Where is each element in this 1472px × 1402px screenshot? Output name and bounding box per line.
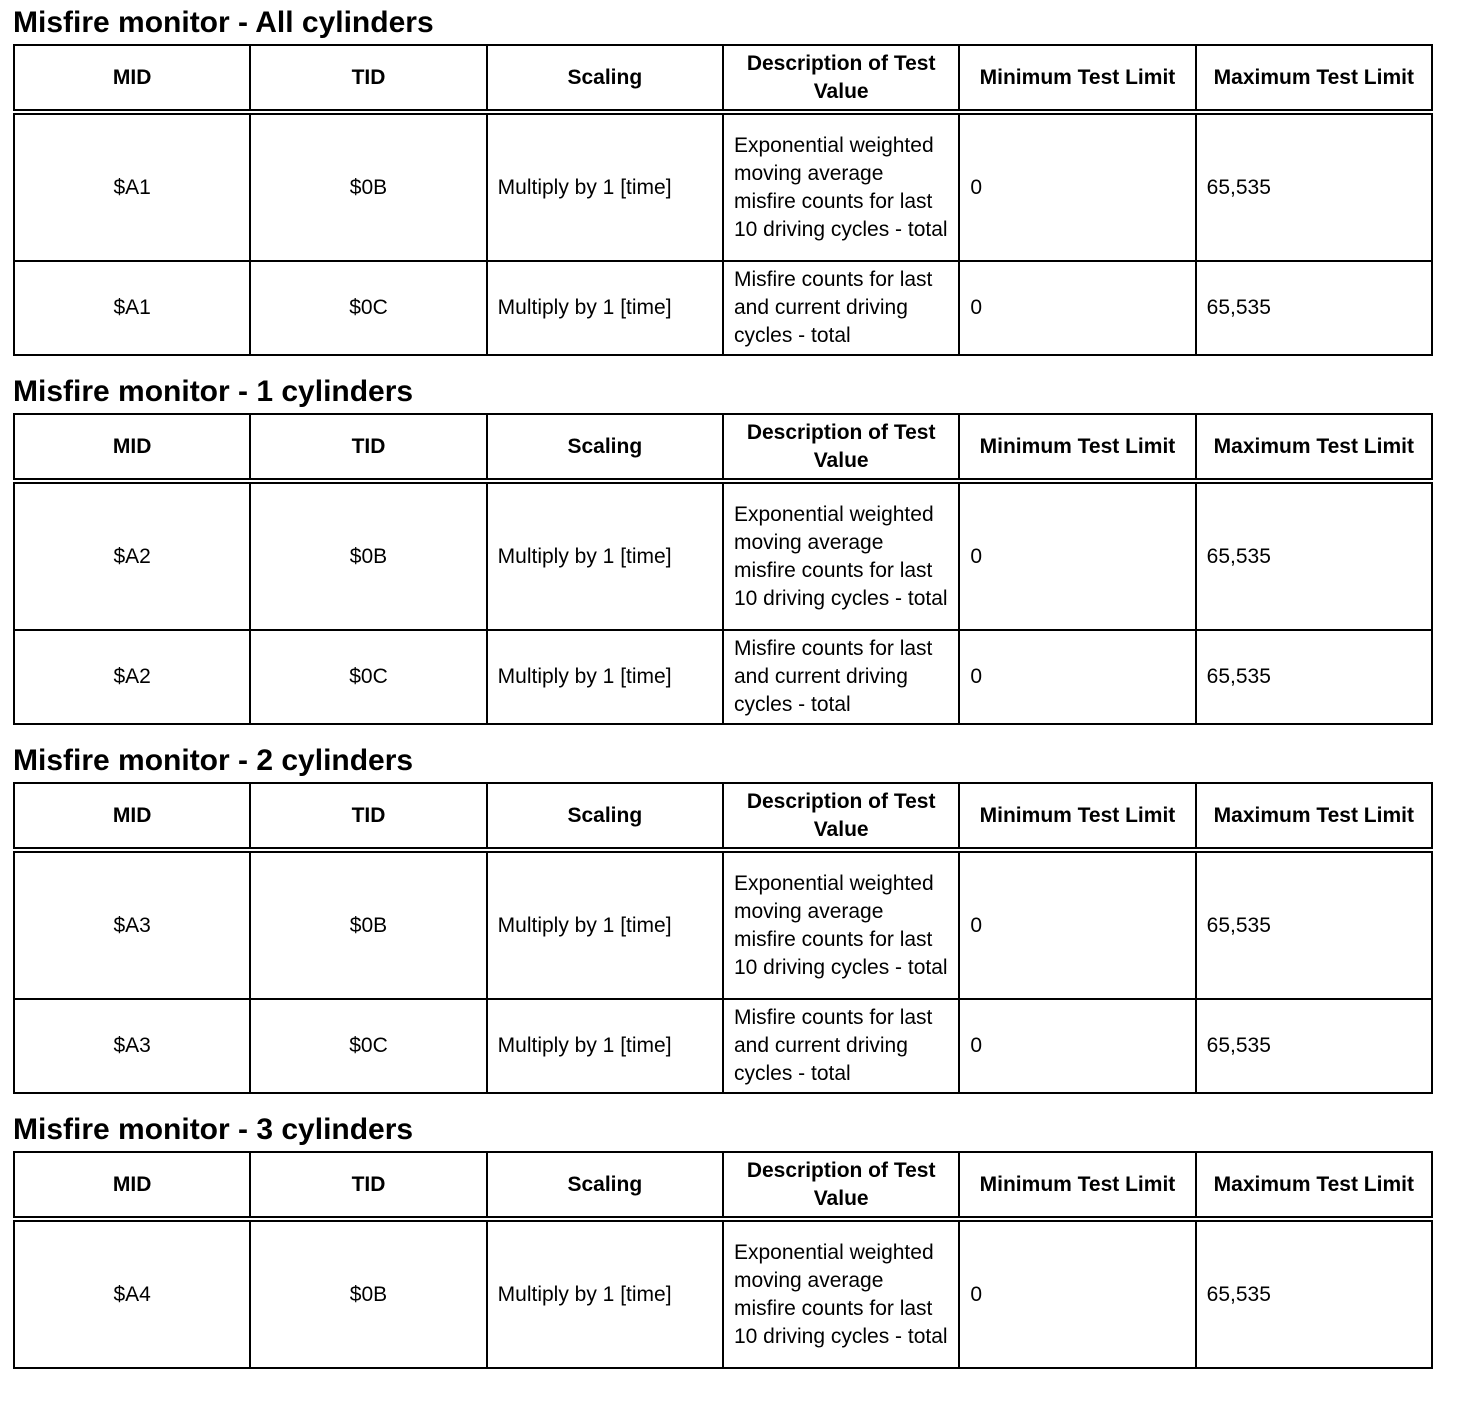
monitor-section-all-cylinders — [13, 4, 1431, 356]
header-mid: MID — [14, 45, 250, 112]
tid-cell: $0C — [250, 999, 486, 1093]
header-min-limit: Minimum Test Limit — [959, 1152, 1195, 1219]
max-limit-cell: 65,535 — [1196, 630, 1432, 724]
tid-cell: $0B — [250, 1219, 486, 1368]
min-limit-cell: 0 — [959, 112, 1195, 261]
monitor-table — [13, 1151, 1433, 1369]
header-description: Description of Test Value — [723, 45, 959, 112]
min-limit-cell: 0 — [959, 850, 1195, 999]
tid-cell: $0C — [250, 261, 486, 355]
table-header-row — [14, 783, 1432, 850]
header-description: Description of Test Value — [723, 1152, 959, 1219]
header-min-limit: Minimum Test Limit — [959, 783, 1195, 850]
description-cell: Exponential weighted moving average misfire counts for last 10 driving cycles - total — [723, 481, 959, 630]
description-cell: Exponential weighted moving average misfire counts for last 10 driving cycles - total — [723, 112, 959, 261]
min-limit-cell: 0 — [959, 261, 1195, 355]
tid-cell: $0C — [250, 630, 486, 724]
monitor-section-2-cylinders — [13, 742, 1431, 1094]
max-limit-cell: 65,535 — [1196, 850, 1432, 999]
table-row — [14, 1219, 1432, 1368]
max-limit-cell: 65,535 — [1196, 481, 1432, 630]
table-row — [14, 999, 1432, 1093]
tid-cell: $0B — [250, 850, 486, 999]
scaling-cell: Multiply by 1 [time] — [487, 850, 723, 999]
header-mid: MID — [14, 1152, 250, 1219]
header-tid: TID — [250, 45, 486, 112]
tid-cell: $0B — [250, 112, 486, 261]
min-limit-cell: 0 — [959, 1219, 1195, 1368]
monitor-table — [13, 413, 1433, 725]
scaling-cell: Multiply by 1 [time] — [487, 999, 723, 1093]
header-description: Description of Test Value — [723, 783, 959, 850]
header-tid: TID — [250, 414, 486, 481]
table-row — [14, 481, 1432, 630]
table-header-row — [14, 1152, 1432, 1219]
header-min-limit: Minimum Test Limit — [959, 414, 1195, 481]
section-title: Misfire monitor - 2 cylinders — [13, 744, 414, 777]
mid-cell: $A3 — [14, 850, 250, 999]
section-title: Misfire monitor - 1 cylinders — [13, 375, 414, 408]
description-cell: Exponential weighted moving average misfire counts for last 10 driving cycles - total — [723, 850, 959, 999]
min-limit-cell: 0 — [959, 999, 1195, 1093]
table-row — [14, 261, 1432, 355]
section-title: Misfire monitor - 3 cylinders — [13, 1113, 414, 1146]
monitor-section-3-cylinders — [13, 1111, 1431, 1369]
max-limit-cell: 65,535 — [1196, 261, 1432, 355]
header-tid: TID — [250, 1152, 486, 1219]
mid-cell: $A2 — [14, 481, 250, 630]
scaling-cell: Multiply by 1 [time] — [487, 261, 723, 355]
scaling-cell: Multiply by 1 [time] — [487, 1219, 723, 1368]
description-cell: Misfire counts for last and current driving cycles - total — [723, 261, 959, 355]
min-limit-cell: 0 — [959, 630, 1195, 724]
header-tid: TID — [250, 783, 486, 850]
header-max-limit: Maximum Test Limit — [1196, 1152, 1432, 1219]
description-cell: Misfire counts for last and current driving cycles - total — [723, 630, 959, 724]
section-title: Misfire monitor - All cylinders — [13, 6, 434, 39]
min-limit-cell: 0 — [959, 481, 1195, 630]
monitor-table — [13, 44, 1433, 356]
header-max-limit: Maximum Test Limit — [1196, 45, 1432, 112]
header-scaling: Scaling — [487, 45, 723, 112]
header-description: Description of Test Value — [723, 414, 959, 481]
header-mid: MID — [14, 414, 250, 481]
header-max-limit: Maximum Test Limit — [1196, 414, 1432, 481]
scaling-cell: Multiply by 1 [time] — [487, 481, 723, 630]
description-cell: Exponential weighted moving average misfire counts for last 10 driving cycles - total — [723, 1219, 959, 1368]
mid-cell: $A4 — [14, 1219, 250, 1368]
table-header-row — [14, 414, 1432, 481]
header-max-limit: Maximum Test Limit — [1196, 783, 1432, 850]
mid-cell: $A2 — [14, 630, 250, 724]
table-row — [14, 850, 1432, 999]
table-row — [14, 630, 1432, 724]
scaling-cell: Multiply by 1 [time] — [487, 630, 723, 724]
monitor-table — [13, 782, 1433, 1094]
header-min-limit: Minimum Test Limit — [959, 45, 1195, 112]
tid-cell: $0B — [250, 481, 486, 630]
header-mid: MID — [14, 783, 250, 850]
max-limit-cell: 65,535 — [1196, 112, 1432, 261]
monitor-section-1-cylinders — [13, 373, 1431, 725]
max-limit-cell: 65,535 — [1196, 1219, 1432, 1368]
header-scaling: Scaling — [487, 1152, 723, 1219]
mid-cell: $A1 — [14, 261, 250, 355]
description-cell: Misfire counts for last and current driving cycles - total — [723, 999, 959, 1093]
mid-cell: $A1 — [14, 112, 250, 261]
mid-cell: $A3 — [14, 999, 250, 1093]
header-scaling: Scaling — [487, 783, 723, 850]
header-scaling: Scaling — [487, 414, 723, 481]
table-row — [14, 112, 1432, 261]
scaling-cell: Multiply by 1 [time] — [487, 112, 723, 261]
table-header-row — [14, 45, 1432, 112]
max-limit-cell: 65,535 — [1196, 999, 1432, 1093]
